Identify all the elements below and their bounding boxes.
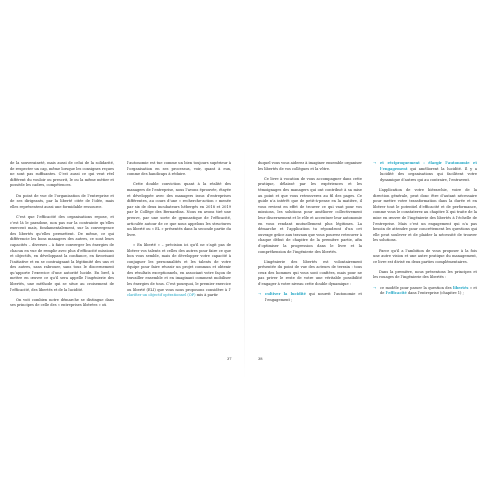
- arrow-bullet-icon: →: [258, 292, 262, 297]
- list-item-text: dans l’entreprise (chapitre 1) ;: [406, 291, 464, 296]
- paragraph: L’ingénierie des libertés est volontairement présentée du point de vue des acteurs de terrain : tous ceux des hommes qui vous sont confiées, mais pour ne pas priver le reste de votre une véritable possibilité d’engager à votre niveau cette double dynamique :: [258, 259, 362, 287]
- bullet-list: [258, 292, 362, 303]
- list-item: [373, 286, 477, 297]
- list-item-text: » et de: [380, 285, 477, 296]
- paragraph: [127, 243, 231, 299]
- paragraph: C’est que l’efficacité des organisations repose, et c’est là le paradoxe, non pas sur la contrainte qu’elles exercent mais, fondamentalement, sur la convergence des libertés qu’elles permettent. De même, ce qui différencie les bons managers des autres, ce sont leurs capacités – diverses – à faire converger les énergies de chacun en vue de remplir avec plus d’efficacité missions et objectifs, en développant la confiance, en favorisant l’initiative et en se contraignant la légitimité des uns et des autres, sans rabrouer, sans tous le discernement qu’apporte l’exercice d’une autorité lucide. En bref, à mettre en œuvre ce qu’il sera appelle l’ingénierie des libertés, une méthode qui se situe au croisement de l’efficacité, des libertés et de la lucidité.: [10, 214, 114, 292]
- list-item-text: ce modèle pour passer la question des: [380, 285, 453, 290]
- page-number-left: 37: [227, 357, 232, 361]
- highlight-lucidity: cultiver la lucidité: [265, 292, 306, 297]
- highlight-liberties: libertés: [453, 285, 469, 290]
- arrow-bullet-icon: →: [373, 285, 377, 290]
- paragraph: L’application de votre hiérarchie, voire de la direction générale, peut donc être d’autant nécessaire pour mettre votre transformation dans la durée et en libérer tout le potentiel d’efficacité et de performance, comme vous le constaterez au chapitre X qui traite de la mise en œuvre de l’ingénierie des libertés à l’échelle de l’entreprise. Mais c’est un engagement qui n’a pas besoin de attendre pour concrètement les questions qui elle peut soulever et de plaider la nécessité de trouver les solutions.: [373, 187, 477, 243]
- paragraph: Cette double conviction quant à la réalité des managers de l’entreprise, nous l’avons éprouvée, étayée et développée avec des managers issus d’entreprises différentes, au cours d’une « recherche-action » menée par six de deux incubateurs hébergés en 2018 et 2019 par le Collège des Bernardins. Nous en avons tiré une preuve, par une sorte de gymnastique de l’efficacité, articulée autour de ce que nous appelons les structures un liberté ou « EL » présentés dans la seconde partie du livre.: [127, 182, 231, 237]
- list-item-text: qui nourrit l’autonomie et l’engagement ;: [265, 292, 363, 302]
- paragraph-tail: mis à partir: [195, 293, 218, 298]
- right-page: [245, 0, 490, 490]
- paragraph: On voit combien notre démarche se distingue dans ses principes de celle des « entreprises libérées » où: [10, 297, 114, 308]
- right-page-column-1: [258, 161, 362, 308]
- paragraph: de la souveraineté, mais aussi de celui de la solidarité, de respecter un cap, même lorsque les consignes reçues ne sont pas suffisantes. C’est aussi ce qui veut réel différent du vouloir ou prescrit, le ou la même métier et possède les cadres, compétences.: [10, 161, 114, 188]
- arrow-bullet-icon: →: [373, 161, 377, 165]
- list-item-text: qui améliorent la lucidité. Il y a lucidité des organisations qui facilitent votre dynamique d’autres qui au contraire, l’entravent.: [380, 166, 477, 182]
- paragraph: Du point de vue de l’organisation de l’entreprise et de ses dirigeants, par la liberté citée de l’idée, mais elles représentent aussi une formidable ressource.: [10, 193, 114, 209]
- paragraph-text: « En liberté » – précision ici qu’il ne s’agit pas de libérer vos talents et celles des autres pour faire ce que bon vous semble, mais de développer votre capacité à conjuguer les personnalités et les talents de votre équipe pour faire réussir un projet commun et obtenir des résultats exceptionnels, en associant votre façon de travailler ensemble et en imaginant comment mobiliser les énergies de tous. C’est pourquoi, le premier exercice ou liberté (ELI) que vous nous proposons considère à l’: [127, 242, 231, 292]
- highlight-autonomy: et réciproquement : élargir l’autonomie et l’engagement: [380, 161, 477, 171]
- highlight-efficiency: l’efficacité: [385, 291, 407, 296]
- left-page-column-2: [127, 161, 231, 303]
- list-item: [258, 292, 362, 303]
- right-page-column-2: [373, 161, 477, 301]
- bullet-list: [373, 286, 477, 297]
- paragraph: duquel vous vous aiderez à imaginer ensemble organiser les libertés de vos collègues et la vôtre.: [258, 161, 362, 171]
- bullet-list: [373, 161, 477, 183]
- highlight-objective: clarifier un objectif opérationnel (OP): [127, 293, 196, 298]
- list-item: [373, 161, 477, 183]
- page-number-right: 38: [258, 357, 263, 361]
- paragraph: l’autonomie est tue comme un bien toujours supérieur à l’organisation en ses processus, voir, quant à eux, comme des handicaps à réduire.: [127, 161, 231, 177]
- left-page-column-1: [10, 161, 114, 314]
- paragraph: Dans la première, nous présentons les principes et les rouages de l’ingénierie des libertés :: [373, 269, 477, 280]
- paragraph: Ce livre à vocation de vous accompagner dans cette pratique, délaissé par les expériences et les témoignages des managers qui ont contribué à sa mise au point et que vous retrouverez au fil des pages. Ce guide n’a intérêt que de petit-à-pense en la matière, il vous revient en effet de trouver ce qui vaut pour vos missions, les solutions pour améliorer collectivement leur discernement et le rôle et accentuer leur autonomie en vous rendant mutuellement plus légitimes. La démarche et l’application tu répondront d’un cet ouvrage grâce aux travaux que vous pourrez retrouver à chaque début de chapitre de la première partie, afin d’optimiser la progression dans le livre et la compréhension de l’ingénierie des libertés.: [258, 176, 362, 254]
- paragraph: Parce qu’il a l’ambition de vous proposer à la fois une autre vision et une autre pratique du management, ce livre est divisé en deux parties complémentaires.: [373, 248, 477, 264]
